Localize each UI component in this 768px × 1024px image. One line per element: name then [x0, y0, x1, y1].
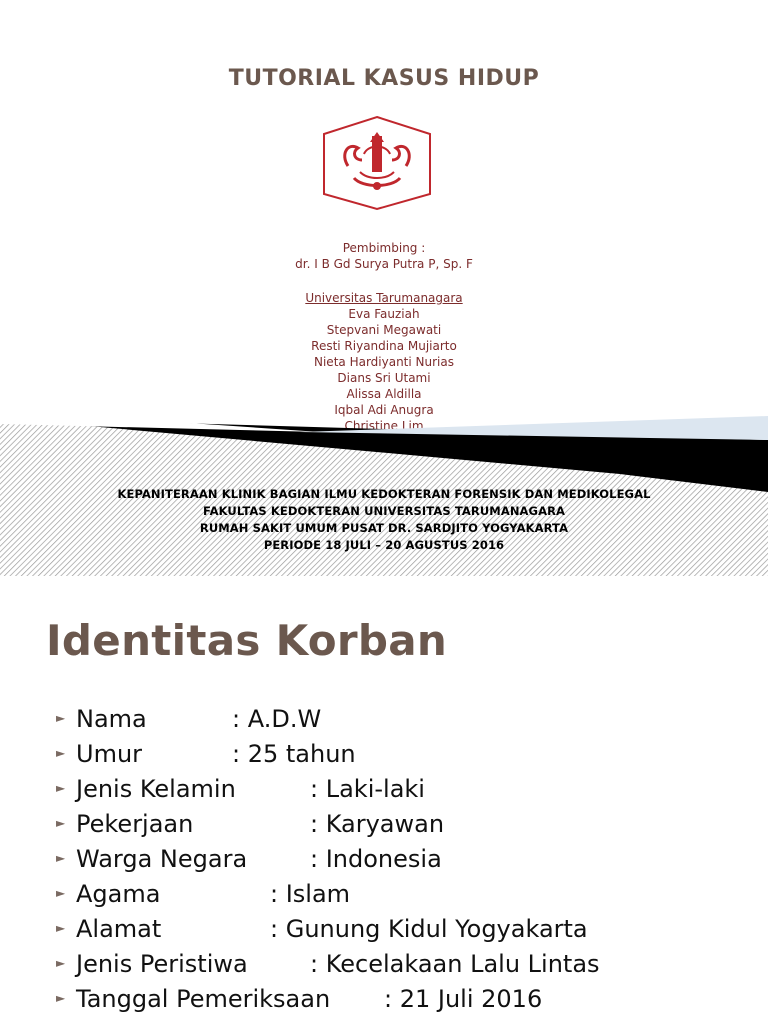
- field-value: : Islam: [270, 880, 351, 908]
- footer-line: FAKULTAS KEDOKTERAN UNIVERSITAS TARUMANAGARA: [202, 504, 566, 518]
- triangle-bullet-icon: ►: [56, 991, 66, 1005]
- slide-title: Identitas Korban: [46, 616, 448, 665]
- triangle-bullet-icon: ►: [56, 711, 66, 725]
- field-label: Alamat: [76, 915, 162, 943]
- triangle-bullet-icon: ►: [56, 921, 66, 935]
- footer-line: RUMAH SAKIT UMUM PUSAT DR. SARDJITO YOGYAKARTA: [199, 521, 569, 535]
- field-label: Nama: [76, 705, 147, 733]
- triangle-bullet-icon: ►: [56, 781, 66, 795]
- member-name: Eva Fauziah: [348, 307, 420, 321]
- field-value: : 25 tahun: [232, 740, 356, 768]
- member-name: Nieta Hardiyanti Nurias: [314, 355, 454, 369]
- field-value: : Gunung Kidul Yogyakarta: [270, 915, 588, 943]
- field-value: : 21 Juli 2016: [384, 985, 543, 1013]
- field-label: Umur: [76, 740, 143, 768]
- field-label: Jenis Peristiwa: [76, 950, 248, 978]
- university-name: Universitas Tarumanagara: [305, 291, 463, 305]
- supervisor-name: dr. I B Gd Surya Putra P, Sp. F: [295, 257, 473, 271]
- field-label: Jenis Kelamin: [76, 775, 236, 803]
- field-value: : Indonesia: [310, 845, 442, 873]
- university-seal-icon: [318, 114, 436, 212]
- field-label: Tanggal Pemeriksaan: [76, 985, 331, 1013]
- field-label: Warga Negara: [76, 845, 248, 873]
- member-name: Resti Riyandina Mujiarto: [311, 339, 457, 353]
- field-value: : Kecelakaan Lalu Lintas: [310, 950, 600, 978]
- member-name: Iqbal Adi Anugra: [334, 403, 434, 417]
- field-value: : A.D.W: [232, 705, 322, 733]
- field-value: : Laki-laki: [310, 775, 425, 803]
- institution-footer: [0, 486, 768, 554]
- supervisor-label: Pembimbing :: [342, 241, 426, 255]
- field-value: : Karyawan: [310, 810, 445, 838]
- member-name: Dians Sri Utami: [337, 371, 431, 385]
- triangle-bullet-icon: ►: [56, 816, 66, 830]
- member-name: Christine Lim: [344, 419, 424, 433]
- triangle-bullet-icon: ►: [56, 956, 66, 970]
- credits-block: [0, 240, 768, 434]
- triangle-bullet-icon: ►: [56, 886, 66, 900]
- triangle-bullet-icon: ►: [56, 851, 66, 865]
- member-name: Alissa Aldilla: [346, 387, 422, 401]
- identity-slide: [0, 576, 768, 1024]
- slide-title: TUTORIAL KASUS HIDUP: [228, 66, 540, 91]
- triangle-bullet-icon: ►: [56, 746, 66, 760]
- footer-line: KEPANITERAAN KLINIK BAGIAN ILMU KEDOKTERAN FORENSIK DAN MEDIKOLEGAL: [117, 487, 651, 501]
- member-name: Stepvani Megawati: [326, 323, 442, 337]
- field-label: Agama: [76, 880, 161, 908]
- field-label: Pekerjaan: [76, 810, 194, 838]
- footer-line: PERIODE 18 JULI – 20 AGUSTUS 2016: [263, 538, 505, 552]
